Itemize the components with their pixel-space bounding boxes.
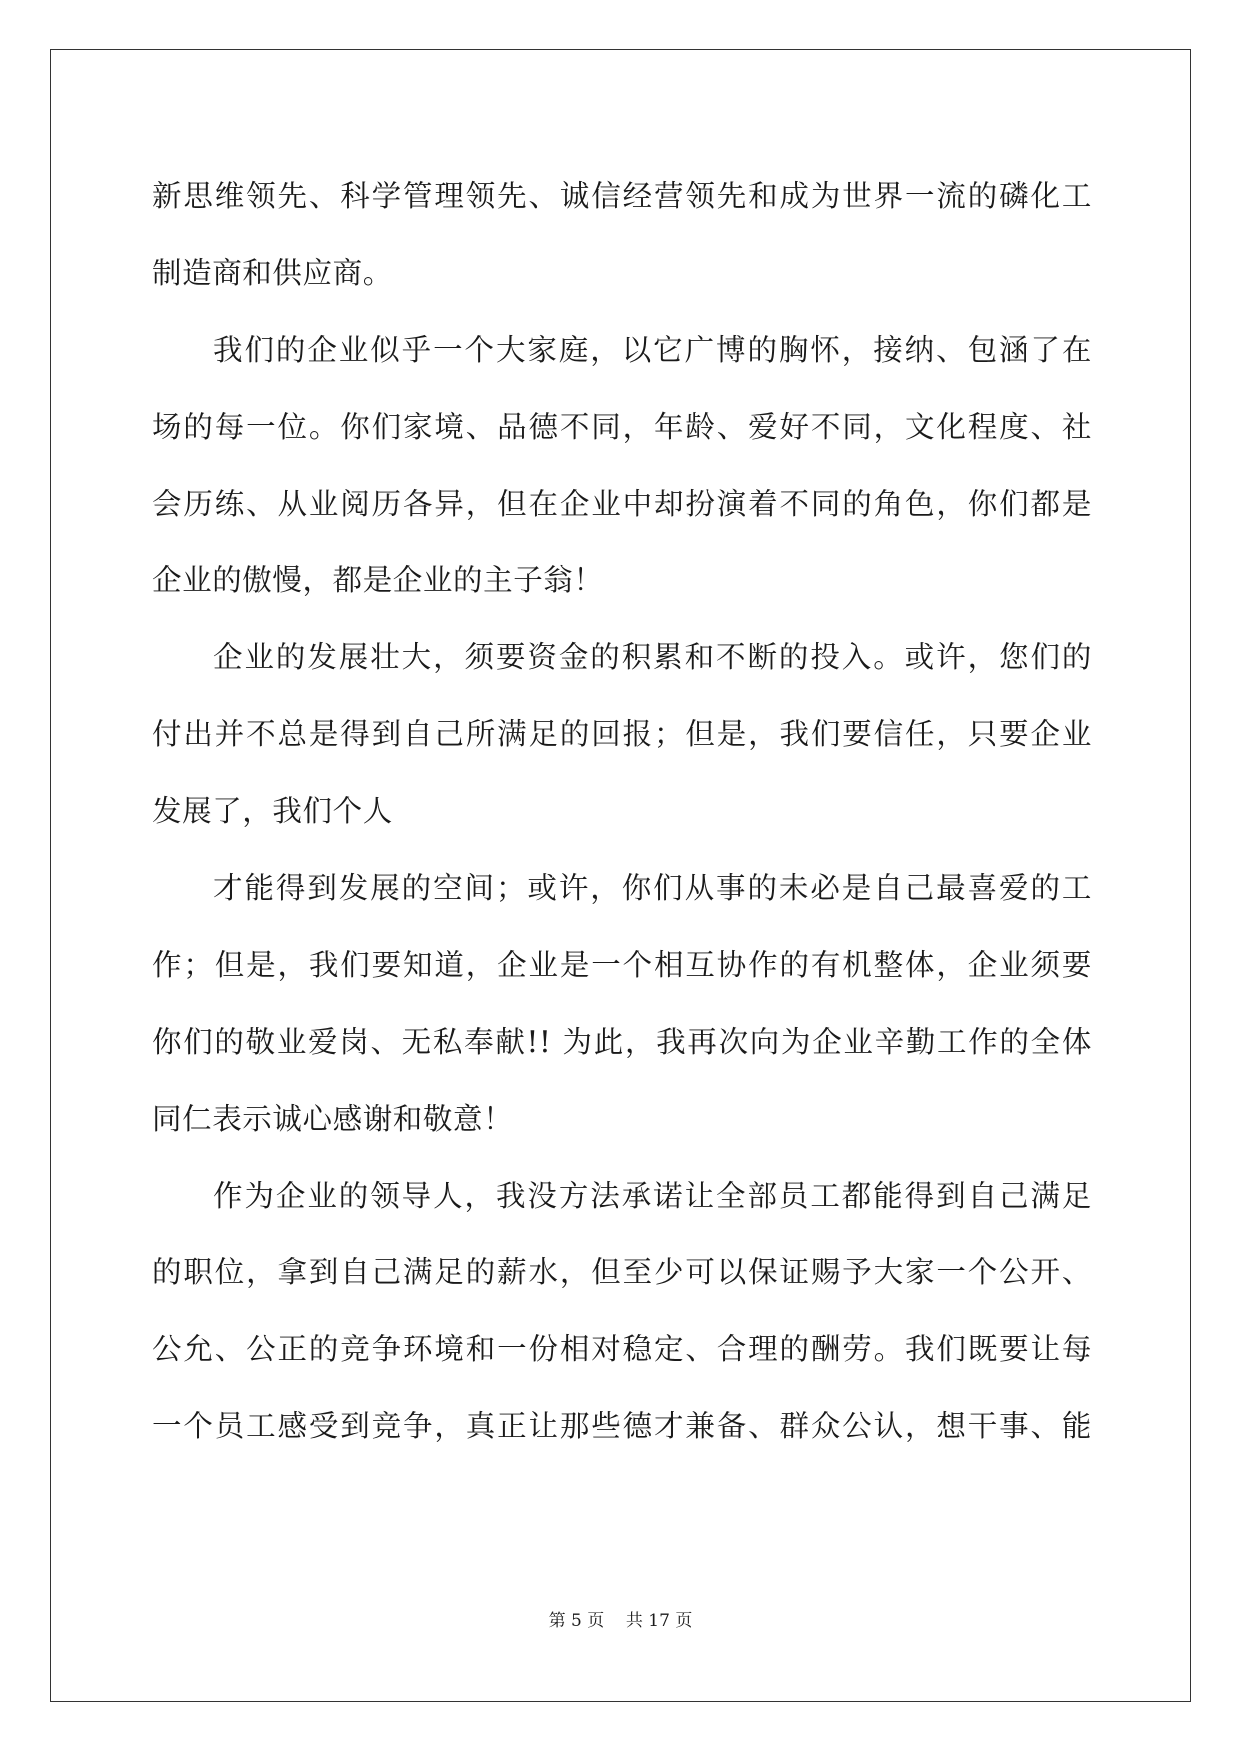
text-line: 同仁表示诚心感谢和敬意！ [152, 1101, 514, 1136]
text-line: 付出并不总是得到自己所满足的回报；但是，我们要信任，只要企业 [152, 717, 1092, 752]
page-total: 共 17 页 [625, 1611, 693, 1631]
text-line: 作为企业的领导人，我没方法承诺让全部员工都能得到自己满足 [213, 1178, 1092, 1213]
text-line: 企业的发展壮大，须要资金的积累和不断的投入。或许，您们的 [213, 640, 1092, 675]
text-line: 我们的企业似乎一个大家庭，以它广博的胸怀，接纳、包涵了在 [213, 332, 1092, 367]
text-line: 场的每一位。你们家境、品德不同，年龄、爱好不同，文化程度、社 [152, 409, 1092, 444]
text-line: 新思维领先、科学管理领先、诚信经营领先和成为世界一流的磷化工 [152, 179, 1092, 213]
text-line: 会历练、从业阅历各异，但在企业中却扮演着不同的角色，你们都是 [152, 486, 1092, 521]
text-line: 公允、公正的竞争环境和一份相对稳定、合理的酬劳。我们既要让每 [152, 1332, 1092, 1367]
text-line: 你们的敬业爱岗、无私奉献!! 为此，我再次向为企业辛勤工作的全体 [152, 1024, 1092, 1059]
page-number: 第 5 页 [548, 1611, 605, 1631]
text-line: 制造商和供应商。 [152, 255, 393, 290]
text-line: 发展了，我们个人 [152, 794, 393, 829]
page-footer [0, 1606, 1241, 1631]
text-line: 作；但是，我们要知道，企业是一个相互协作的有机整体，企业须要 [152, 947, 1092, 982]
text-line: 才能得到发展的空间；或许，你们从事的未必是自己最喜爱的工 [213, 871, 1092, 906]
text-line: 企业的傲慢，都是企业的主子翁！ [152, 563, 604, 598]
text-line: 的职位，拿到自己满足的薪水，但至少可以保证赐予大家一个公开、 [152, 1255, 1092, 1290]
document-body [152, 158, 1092, 1465]
text-line: 一个员工感受到竞争，真正让那些德才兼备、群众公认，想干事、能 [152, 1409, 1092, 1444]
